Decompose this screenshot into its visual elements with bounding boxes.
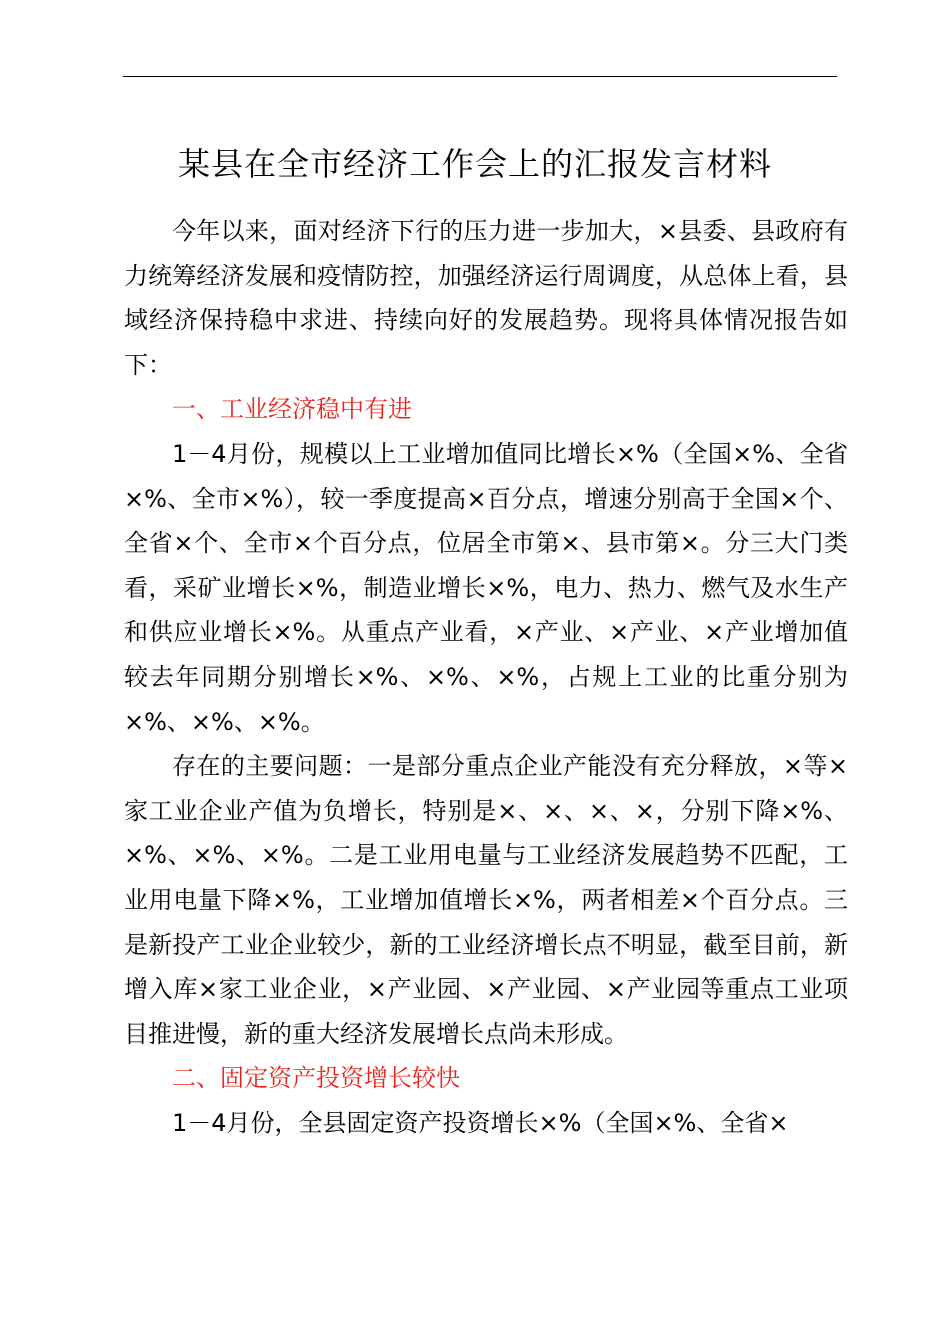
section-heading-industry: 一、工业经济稳中有进 [172, 395, 412, 424]
intro-paragraph: 今年以来，面对经济下行的压力进一步加大，×县委、县政府有力统筹经济发展和疫情防控，加强经济运行周调度，从总体上看，县域经济保持稳中求进、持续向好的发展趋势。现将具体情况报告如下： [124, 217, 848, 379]
document-title: 某县在全市经济工作会上的汇报发言材料 [177, 145, 772, 183]
document-body [124, 209, 848, 1145]
header-rule [123, 76, 837, 77]
investment-paragraph: 1－4月份，全县固定资产投资增长×%（全国×%、全省× [172, 1108, 789, 1137]
problems-paragraph: 存在的主要问题：一是部分重点企业产能没有充分释放，×等×家工业企业产值为负增长，特别是×、×、×、×，分别下降×%、×%、×%、×%。二是工业用电量与工业经济发展趋势不匹配，工业用电量下降×%，工业增加值增长×%，两者相差×个百分点。三是新投产工业企业较少，新的工业经济增长点不明显，截至目前，新增入库×家工业企业，×产业园、×产业园、×产业园等重点工业项目推进慢，新的重大经济发展增长点尚未形成。 [124, 752, 848, 1048]
section-heading-investment: 二、固定资产投资增长较快 [172, 1064, 460, 1093]
industry-paragraph: 1－4月份，规模以上工业增加值同比增长×%（全国×%、全省×%、全市×%），较一季度提高×百分点，增速分别高于全国×个、全省×个、全市×个百分点，位居全市第×、县市第×。分三大门类看，采矿业增长×%，制造业增长×%，电力、热力、燃气及水生产和供应业增长×%。从重点产业看，×产业、×产业、×产业增加值较去年同期分别增长×%、×%、×%，占规上工业的比重分别为×%、×%、×%。 [124, 439, 848, 736]
